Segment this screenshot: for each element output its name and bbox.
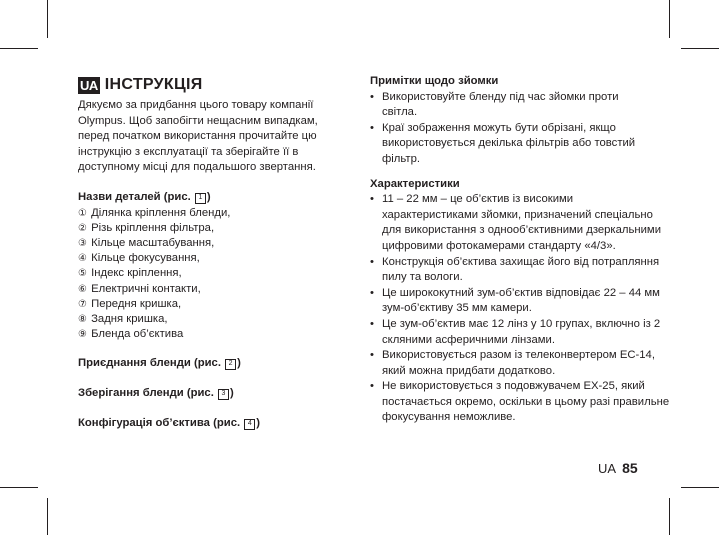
list-item: • 11 – 22 мм – це об’єктив із високими характеристиками зйомки, призначений спеціально для використання з однооб’єктивними дзеркальними цифровими фотокамерами стандарту «4/3». [370,193,662,252]
language-badge: UA [80,77,98,93]
list-item: ⑤ Індекс кріплення, [78,267,182,280]
section-heading-lens-config: Конфігурація об’єктива (рис. 4 ) [78,416,261,429]
list-item: • Не використовується з подовжувачем EX-25, який постачається окремо, оскільки в цьому разі правильне фокусування неможливе. [370,380,670,424]
page-number-value: 85 [622,460,638,476]
list-item: • Використовуйте бленду під час зйомки проти світла. [370,90,619,119]
figure-2-icon: 2 [225,359,236,370]
right-column [370,74,670,426]
figure-4-icon: 4 [244,419,255,430]
notes-list [370,90,670,168]
list-item: ⑨ Бленда об’єктива [78,328,184,341]
crop-mark [669,0,670,38]
crop-mark [0,48,38,49]
features-heading: Характеристики [370,177,460,190]
list-item: • Конструкція об’єктива захищає його від потрапляння пилу та вологи. [370,255,660,284]
figure-1-icon: 1 [195,193,206,204]
list-item: ④ Кільце фокусування, [78,252,200,265]
section-heading-attach-hood: Приєднання бленди (рис. 2 ) [78,357,241,370]
features-list [370,192,670,426]
notes-heading: Примітки щодо зйомки [370,75,499,87]
list-item: • Це зум-об’єктив має 12 лінз у 10 групах, включно із 2 скляними асферичними лінзами. [370,317,661,346]
list-item: • Краї зображення можуть бути обрізані, якщо використовується декілька фільтрів або товстий фільтр. [370,121,636,165]
section-heading-store-hood: Зберігання бленди (рис. 3 ) [78,386,234,399]
left-column [78,74,340,431]
list-item: • Використовується разом із телеконвертером EC-14, який можна придбати додатково. [370,349,655,377]
crop-mark [681,487,719,488]
parts-heading: Назви деталей (рис. 1 ) [78,190,211,203]
crop-mark [681,48,719,49]
list-item: ⑥ Електричні контакти, [78,282,201,295]
parts-list [78,206,340,343]
title-row [78,74,340,96]
crop-mark [669,498,670,535]
crop-mark [47,498,48,535]
page-title: ІНСТРУКЦІЯ [104,76,203,93]
list-item: ① Ділянка кріплення бленди, [78,206,231,219]
list-item: • Це ширококутний зум-об’єктив відповідає 22 – 44 мм зум-об’єктиву 35 мм камери. [370,286,660,315]
crop-mark [0,487,38,488]
list-item: ⑧ Задня кришка, [78,312,168,325]
figure-3-icon: 3 [218,389,229,400]
list-item: ⑦ Передня кришка, [78,297,182,310]
crop-mark [47,0,48,38]
page-language: UA [598,461,617,476]
list-item: ③ Кільце масштабування, [78,236,215,249]
page-number [598,460,638,476]
intro-paragraph: Дякуємо за придбання цього товару компанії Olympus. Щоб запобігти нещасним випадкам, перед початком використання прочитайте цю інструкцію з експлуатації та зберігайте її в доступному місці для подальшого звертання. [78,99,318,174]
list-item: ② Різь кріплення фільтра, [78,221,215,234]
